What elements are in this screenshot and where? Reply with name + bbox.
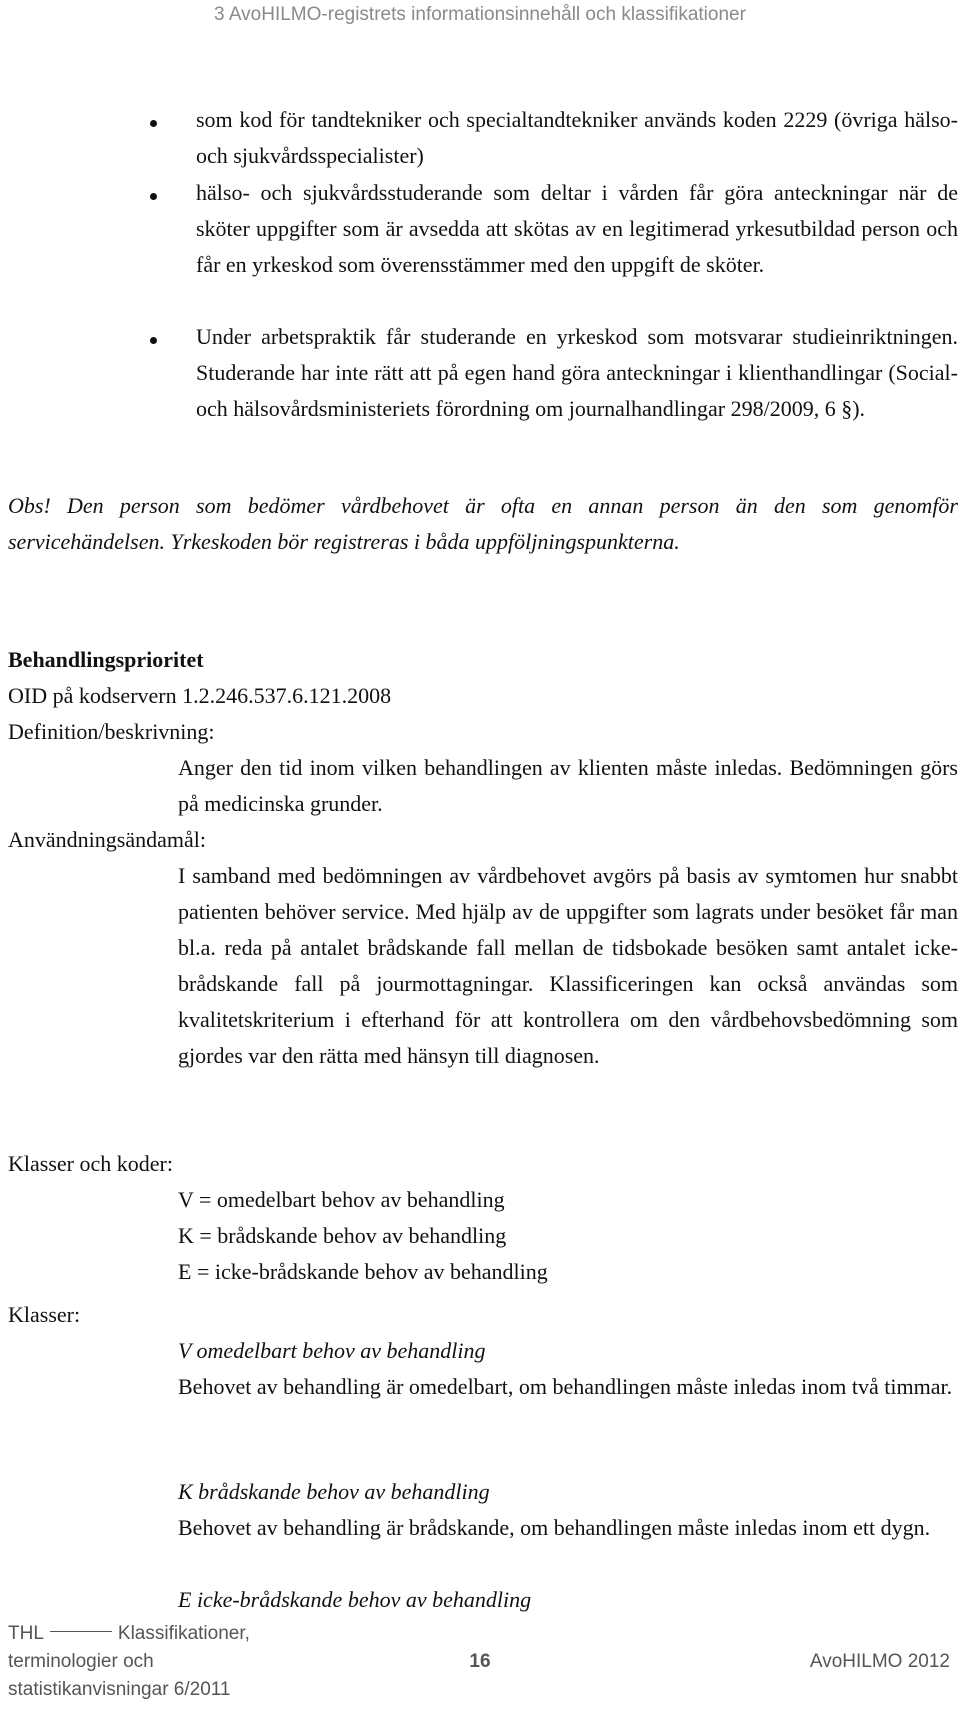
page-header: 3 AvoHILMO-registrets informationsinnehåll och klassifikationer	[214, 4, 746, 25]
section-heading: Behandlingsprioritet	[8, 647, 204, 672]
purpose-label: Användningsändamål:	[8, 827, 206, 852]
code-item: V = omedelbart behov av behandling	[178, 1187, 505, 1212]
code-item: E = icke-brådskande behov av behandling	[178, 1259, 548, 1284]
footer-line-1	[8, 1620, 250, 1648]
footer-org: THL	[8, 1623, 44, 1644]
bullet-icon	[150, 120, 157, 127]
bullet-item: hälso- och sjukvårdsstuderande som deltar i vården får göra anteckningar när de sköter uppgifter som är avsedda att skötas av en legitimerad yrkesutbildad person och får en yrkeskod som överensstämmer med den uppgift de sköter.	[196, 180, 958, 277]
footer-series: Klassifikationer,	[117, 1623, 250, 1644]
footer-line-3: statistikanvisningar 6/2011	[8, 1679, 231, 1700]
page-number: 16	[469, 1651, 491, 1672]
codes-label: Klasser och koder:	[8, 1151, 173, 1176]
class-title: V omedelbart behov av behandling	[178, 1338, 486, 1363]
footer-dash	[50, 1631, 112, 1632]
footer-line-2: terminologier och	[8, 1651, 154, 1672]
definition-text: Anger den tid inom vilken behandlingen av klienten måste inledas. Bedömningen görs på medicinska grunder.	[178, 755, 958, 816]
class-text: Behovet av behandling är omedelbart, om behandlingen måste inledas inom två timmar.	[178, 1374, 953, 1399]
purpose-text: I samband med bedömningen av vårdbehovet avgörs på basis av symtomen hur snabbt patienten behöver service. Med hjälp av de uppgifter som lagrats under besöket får man bl.a. reda på antalet brådskande fall mellan de tidsbokade besöken samt antalet icke-brådskande fall på jourmottagningar. Klassificeringen kan också användas som kvalitetskriterium i efterhand för att kontrollera om den vårdbehovsbedömning som gjordes var den rätta med hänsyn till diagnosen.	[178, 863, 958, 1068]
bullet-icon	[150, 193, 157, 200]
definition-label: Definition/beskrivning:	[8, 719, 215, 744]
class-title: K brådskande behov av behandling	[178, 1479, 490, 1504]
class-title: E icke-brådskande behov av behandling	[178, 1587, 532, 1612]
oid-line: OID på kodservern 1.2.246.537.6.121.2008	[8, 683, 392, 708]
bullet-icon	[150, 337, 157, 344]
footer-publisher	[8, 1620, 250, 1704]
classes-label: Klasser:	[8, 1302, 81, 1327]
code-item: K = brådskande behov av behandling	[178, 1223, 507, 1248]
bullet-item: Under arbetspraktik får studerande en yrkeskod som motsvarar studieinriktningen. Studerande har inte rätt att på egen hand göra anteckningar i klienthandlingar (Social- och hälsovårdsministeriets förordning om journalhandlingar 298/2009, 6 §).	[196, 324, 958, 421]
footer-doc-title: AvoHILMO 2012	[809, 1651, 950, 1672]
class-text: Behovet av behandling är brådskande, om behandlingen måste inledas inom ett dygn.	[178, 1515, 931, 1540]
bullet-item: som kod för tandtekniker och specialtandtekniker används koden 2229 (övriga hälso- och sjukvårdsspecialister)	[196, 107, 958, 168]
obs-note: Obs! Den person som bedömer vårdbehovet är ofta en annan person än den som genomför servicehändelsen. Yrkeskoden bör registreras i båda uppföljningspunkterna.	[8, 493, 958, 554]
